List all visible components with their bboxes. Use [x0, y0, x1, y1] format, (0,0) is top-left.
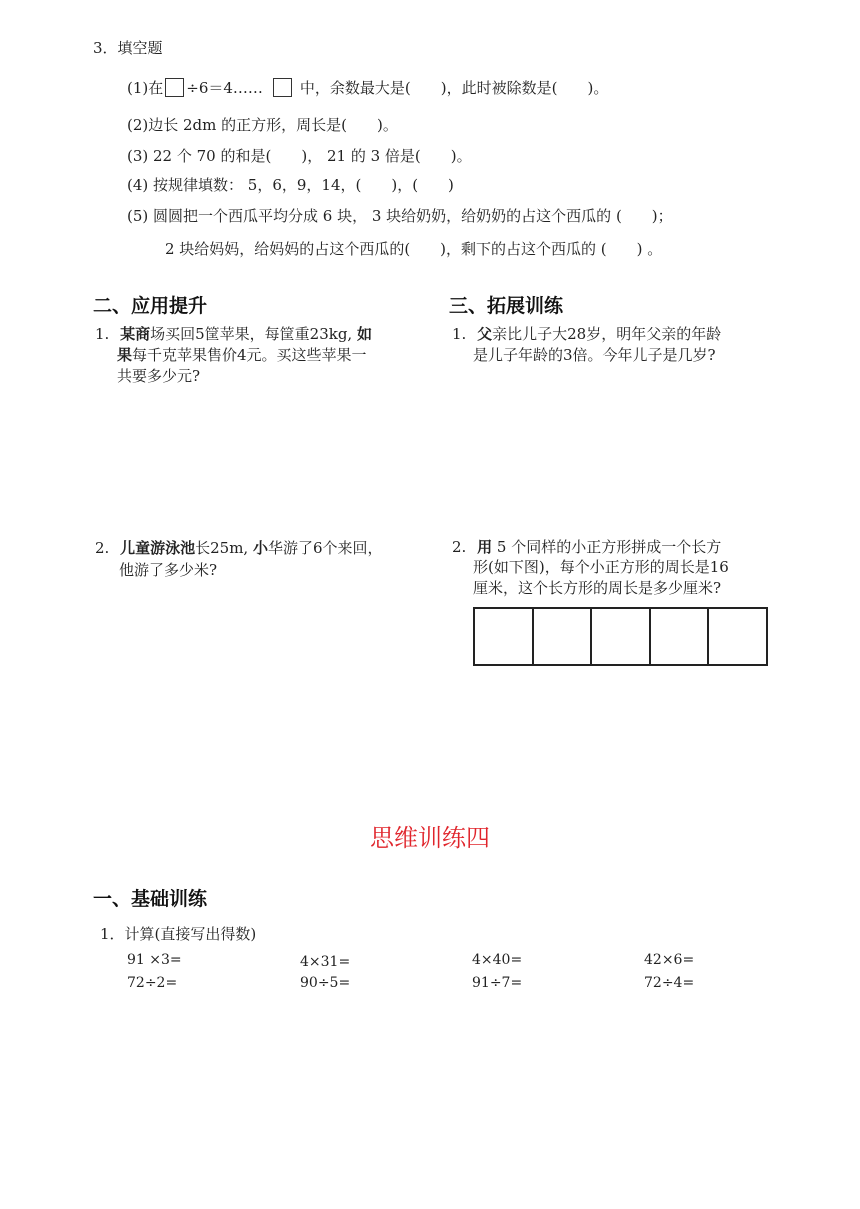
- extend-problem-2: [452, 537, 721, 558]
- problem-text: 每千克苹果售价4元。买这些苹果一: [132, 346, 367, 364]
- extend-heading: 三、拓展训练: [449, 295, 564, 317]
- question-3: (3) 22 个 70 的和是( )， 21 的 3 倍是( )。: [127, 147, 472, 165]
- problem-number: 1.: [452, 325, 467, 343]
- question-2: (2)边长 2dm 的正方形，周长是( )。: [127, 116, 398, 134]
- problem-lead: 用: [477, 538, 493, 556]
- q1-part-c: 中，余数最大是( )，此时被除数是( )。: [299, 79, 609, 97]
- problem-lead: 儿童游泳池: [120, 539, 196, 557]
- problem-text: 长25m,: [195, 539, 253, 557]
- problem-number: 2.: [95, 539, 110, 557]
- problem-lead: 父: [477, 325, 493, 343]
- q1-part-b: ÷6＝4……: [186, 79, 263, 97]
- extend-problem-1: [452, 324, 721, 345]
- blank-box: [165, 78, 184, 97]
- five-squares-rectangle-figure: [473, 607, 768, 666]
- q1-part-a: (1)在: [127, 79, 164, 97]
- extend-problem-2-line-2: 形(如下图)，每个小正方形的周长是16: [473, 558, 729, 576]
- question-5-line-1: (5) 圆圆把一个西瓜平均分成 6 块， 3 块给奶奶，给奶奶的占这个西瓜的 ( )；: [127, 207, 673, 225]
- square-cell: [534, 609, 593, 664]
- calc-item: 4×40=: [472, 952, 523, 968]
- square-cell: [651, 609, 710, 664]
- section-3-heading: 3．填空题: [93, 39, 163, 57]
- question-4: (4) 按规律填数： 5，6，9，14，( )，( ): [127, 176, 454, 194]
- problem-number: 1.: [95, 325, 110, 343]
- apply-problem-1-line-2: [117, 345, 367, 366]
- problem-text: 华游了6个来回，: [267, 539, 383, 557]
- calc-item: 91 ×3=: [127, 952, 182, 968]
- basic-question-1: 1．计算(直接写出得数): [100, 925, 257, 943]
- problem-text: 5 个同样的小正方形拼成一个长方: [492, 538, 722, 556]
- square-cell: [709, 609, 766, 664]
- problem-text: 场买回5筐苹果，每筐重23kg,: [150, 325, 357, 343]
- question-5-line-2: 2 块给妈妈，给妈妈的占这个西瓜的( )，剩下的占这个西瓜的 ( ) 。: [165, 240, 663, 258]
- problem-bold: 小: [252, 539, 268, 557]
- problem-number: 2.: [452, 538, 467, 556]
- problem-text: 亲比儿子大28岁，明年父亲的年龄: [492, 325, 722, 343]
- blank-box: [273, 78, 292, 97]
- calc-item: 4×31=: [300, 954, 351, 970]
- basic-heading: 一、基础训练: [93, 888, 208, 910]
- extend-problem-1-line-2: 是儿子年龄的3倍。今年儿子是几岁?: [473, 346, 716, 364]
- calc-item: 72÷2=: [127, 975, 178, 991]
- calc-item: 90÷5=: [300, 975, 351, 991]
- apply-heading: 二、应用提升: [93, 295, 208, 317]
- problem-lead: 某商: [120, 325, 151, 343]
- apply-problem-1: [95, 324, 415, 345]
- calc-item: 91÷7=: [472, 975, 523, 991]
- square-cell: [592, 609, 651, 664]
- apply-problem-2: [95, 538, 383, 559]
- calc-item: 42×6=: [644, 952, 695, 968]
- page-title: 思维训练四: [370, 824, 490, 852]
- square-cell: [475, 609, 534, 664]
- problem-bold: 如: [356, 325, 372, 343]
- apply-problem-2-line-2: 他游了多少米?: [119, 561, 218, 579]
- apply-problem-1-line-3: 共要多少元?: [117, 367, 201, 385]
- calc-item: 72÷4=: [644, 975, 695, 991]
- problem-bold: 果: [117, 346, 133, 364]
- question-1: [127, 78, 608, 99]
- extend-problem-2-line-3: 厘米，这个长方形的周长是多少厘米?: [473, 579, 722, 597]
